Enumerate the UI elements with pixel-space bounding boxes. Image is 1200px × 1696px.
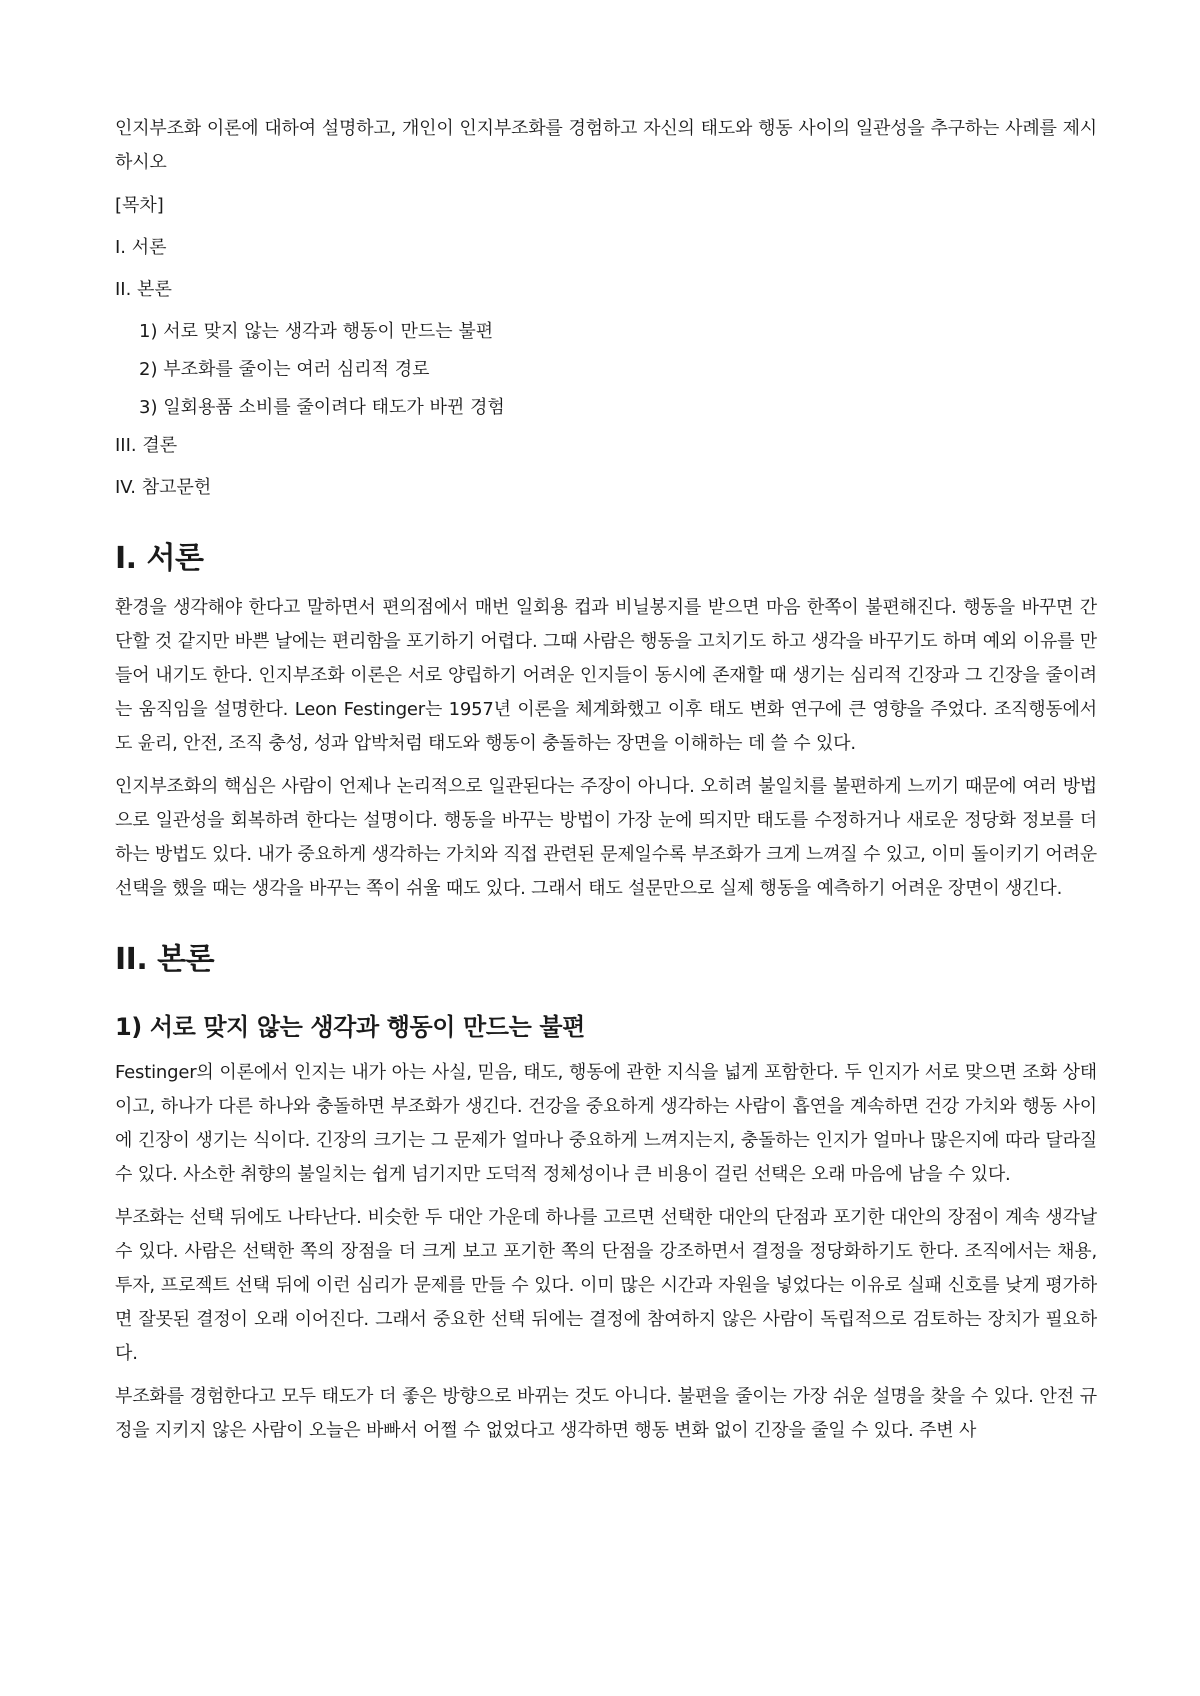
- toc-item-body-2: 2) 부조화를 줄이는 여러 심리적 경로: [139, 359, 430, 380]
- body-paragraph-2: 부조화는 선택 뒤에도 나타난다. 비슷한 두 대안 가운데 하나를 고르면 선택한 대안의 단점과 포기한 대안의 장점이 계속 생각날 수 있다. 사람은 선택한 쪽의 장점을 더 크게 보고 포기한 쪽의 단점을 강조하면서 결정을 정당화하기도 한다. 조직에서는 채용, 투자, 프로젝트 선택 뒤에 이런 심리가 문제를 만들 수 있다. 이미 많은 시간과 자원을 넣었다는 이유로 실패 신호를 낮게 평가하면 잘못된 결정이 오래 이어진다. 그래서 중요한 선택 뒤에는 결정에 참여하지 않은 사람이 독립적으로 검토하는 장치가 필요하다.: [115, 1207, 1097, 1364]
- toc-list: [115, 231, 1097, 505]
- intro-paragraph-1: 환경을 생각해야 한다고 말하면서 편의점에서 매번 일회용 컵과 비닐봉지를 받으면 마음 한쪽이 불편해진다. 행동을 바꾸면 간단할 것 같지만 바쁜 날에는 편리함을 포기하기 어렵다. 그때 사람은 행동을 고치기도 하고 생각을 바꾸기도 하며 예외 이유를 만들어 내기도 한다. 인지부조화 이론은 서로 양립하기 어려운 인지들이 동시에 존재할 때 생기는 심리적 긴장과 그 긴장을 줄이려는 움직임을 설명한다. Leon Festinger는 1957년 이론을 체계화했고 이후 태도 변화 연구에 큰 영향을 주었다. 조직행동에서도 윤리, 안전, 조직 충성, 성과 압박처럼 태도와 행동이 충돌하는 장면을 이해하는 데 쓸 수 있다.: [115, 597, 1097, 754]
- toc-item-body: II. 본론: [115, 279, 172, 300]
- document-page: [115, 112, 1097, 1457]
- toc-item-references: IV. 참고문헌: [115, 477, 212, 498]
- question-prompt: 인지부조화 이론에 대하여 설명하고, 개인이 인지부조화를 경험하고 자신의 태도와 행동 사이의 일관성을 추구하는 사례를 제시하시오: [115, 118, 1097, 173]
- table-of-contents: [115, 189, 1097, 505]
- toc-item-body-3: 3) 일회용품 소비를 줄이려다 태도가 바뀐 경험: [139, 397, 505, 418]
- intro-paragraph-2: 인지부조화의 핵심은 사람이 언제나 논리적으로 일관된다는 주장이 아니다. 오히려 불일치를 불편하게 느끼기 때문에 여러 방법으로 일관성을 회복하려 한다는 설명이다. 행동을 바꾸는 방법이 가장 눈에 띄지만 태도를 수정하거나 새로운 정당화 정보를 더하는 방법도 있다. 내가 중요하게 생각하는 가치와 직접 관련된 문제일수록 부조화가 크게 느껴질 수 있고, 이미 돌이키기 어려운 선택을 했을 때는 생각을 바꾸는 쪽이 쉬울 때도 있다. 그래서 태도 설문만으로 실제 행동을 예측하기 어려운 장면이 생긴다.: [115, 776, 1097, 899]
- toc-label: [목차]: [115, 195, 164, 216]
- toc-item-body-1: 1) 서로 맞지 않는 생각과 행동이 만드는 불편: [139, 321, 494, 342]
- toc-item-intro: I. 서론: [115, 237, 167, 258]
- toc-item-conclusion: III. 결론: [115, 435, 178, 456]
- section-heading-intro: I. 서론: [115, 541, 204, 576]
- body-paragraph-1: Festinger의 이론에서 인지는 내가 아는 사실, 믿음, 태도, 행동에 관한 지식을 넓게 포함한다. 두 인지가 서로 맞으면 조화 상태이고, 하나가 다른 하나와 충돌하면 부조화가 생긴다. 건강을 중요하게 생각하는 사람이 흡연을 계속하면 건강 가치와 행동 사이에 긴장이 생기는 식이다. 긴장의 크기는 그 문제가 얼마나 중요하게 느껴지는지, 충돌하는 인지가 얼마나 많은지에 따라 달라질 수 있다. 사소한 취향의 불일치는 쉽게 넘기지만 도덕적 정체성이나 큰 비용이 걸린 선택은 오래 마음에 남을 수 있다.: [115, 1062, 1097, 1185]
- body-paragraph-3: 부조화를 경험한다고 모두 태도가 더 좋은 방향으로 바뀌는 것도 아니다. 불편을 줄이는 가장 쉬운 설명을 찾을 수 있다. 안전 규정을 지키지 않은 사람이 오늘은 바빠서 어쩔 수 없었다고 생각하면 행동 변화 없이 긴장을 줄일 수 있다. 주변 사: [115, 1386, 1097, 1441]
- subsection-heading-1: 1) 서로 맞지 않는 생각과 행동이 만드는 불편: [115, 1013, 585, 1041]
- section-heading-body: II. 본론: [115, 942, 215, 977]
